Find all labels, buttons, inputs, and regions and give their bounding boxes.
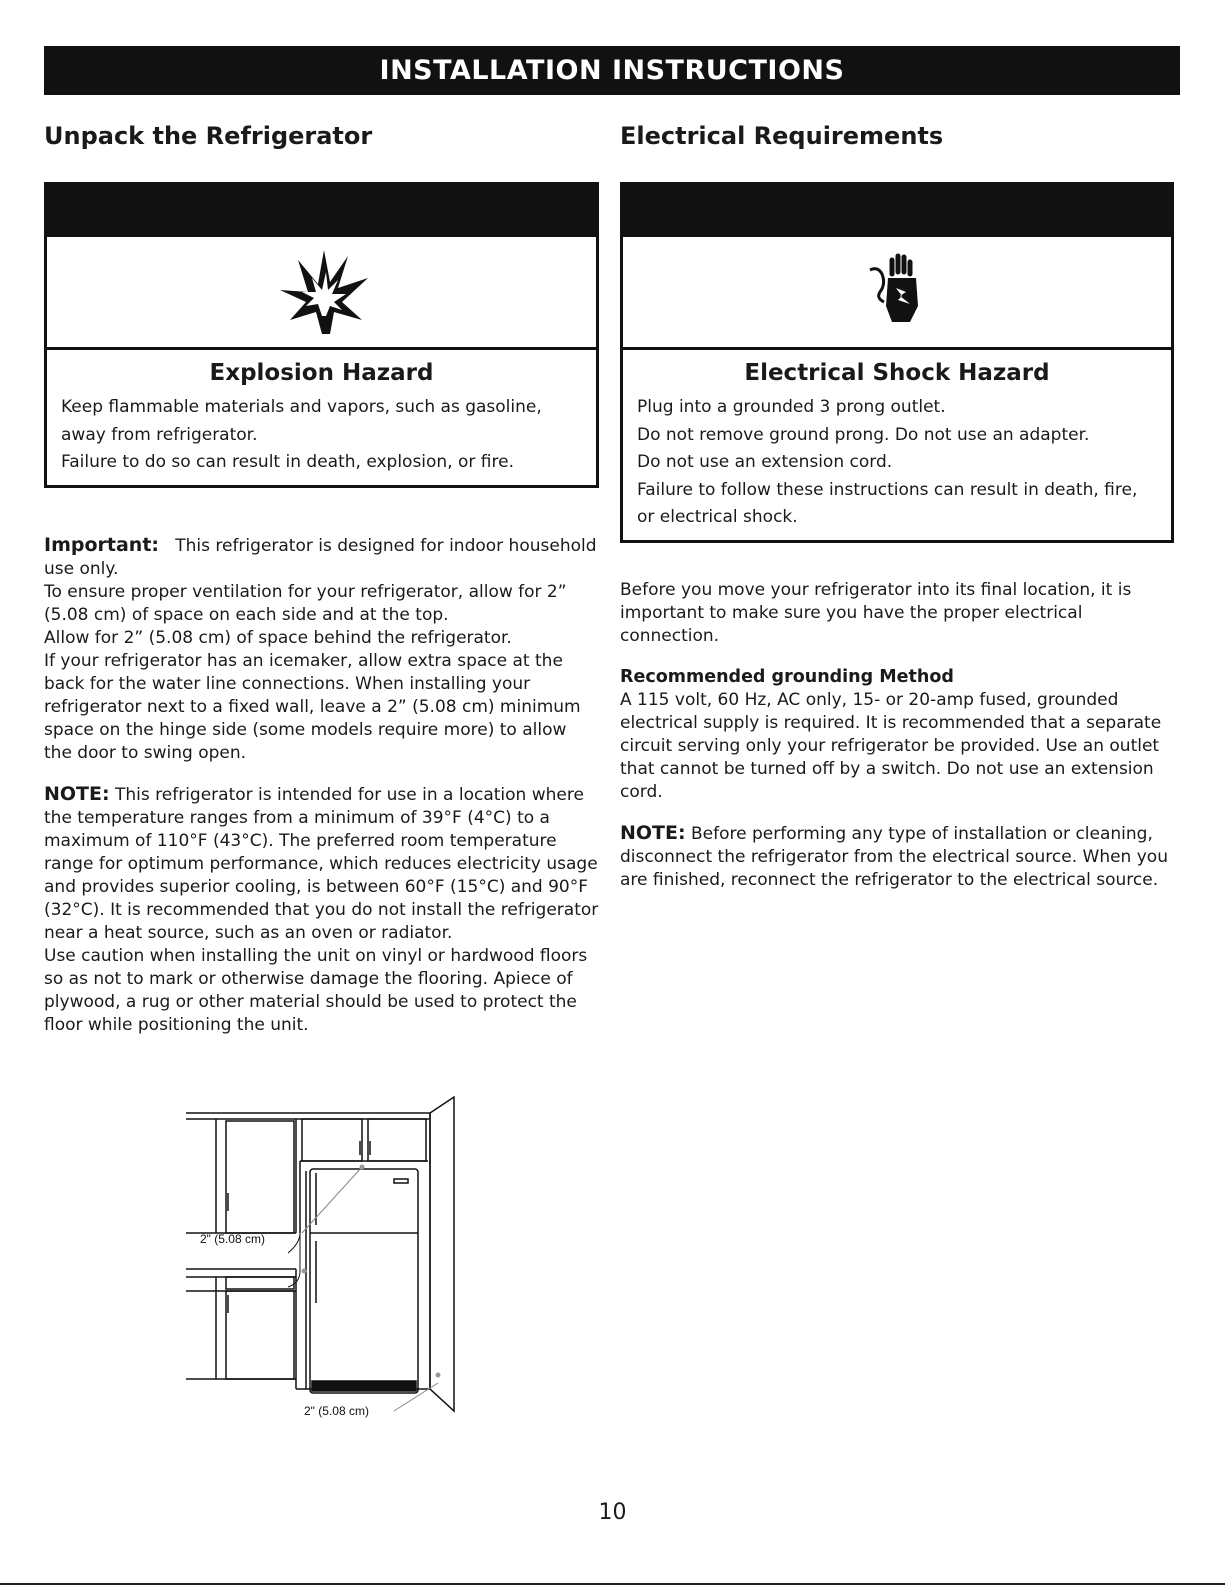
page-number: 10 [598, 1500, 627, 1525]
warning-header-bar [620, 182, 1174, 237]
ventilation-line: To ensure proper ventilation for your refrigerator, allow for 2” (5.08 cm) of space on each side and at the top. [44, 581, 567, 625]
behind-space-line: Allow for 2” (5.08 cm) of space behind the refrigerator. [44, 627, 512, 648]
electric-shock-icon [862, 252, 932, 332]
explosion-hazard-title: Explosion Hazard [209, 360, 434, 386]
unpack-title: Unpack the Refrigerator [44, 122, 373, 150]
rear-clearance-label: 2" (5.08 cm) [304, 1404, 369, 1418]
note-label: NOTE: [44, 782, 110, 805]
temperature-note: NOTE: This refrigerator is intended for use in a location where the temperature ranges from a minimum of 39°F (4°C) to a maximum of 110°F (43°C). The preferred room temperature range for optimum performance, which reduces electricity usage and provides superior cooling, is between 60°F (15°C) and 90°F (32°C). It is recommended that you do not install the refrigerator near a heat source, such as an oven or radiator. [44, 782, 599, 943]
shock-warning-box [620, 182, 1174, 543]
warning-header-bar [44, 182, 599, 237]
note-label: NOTE: [620, 821, 686, 844]
grounding-method-title: Recommended grounding Method [620, 666, 954, 687]
page-banner: INSTALLATION INSTRUCTIONS [44, 46, 1180, 95]
electrical-intro: Before you move your refrigerator into its final location, it is important to make sure you have the proper electrical connection. [620, 579, 1132, 646]
important-paragraph: Important: This refrigerator is designed for indoor household use only. [44, 533, 597, 579]
important-label: Important: [44, 533, 160, 556]
explosion-icon [272, 242, 372, 342]
explosion-warning-box [44, 182, 599, 488]
left-column [44, 120, 599, 1037]
shock-hazard-title: Electrical Shock Hazard [744, 360, 1050, 386]
right-body-text [620, 579, 1180, 892]
electrical-title: Electrical Requirements [620, 122, 944, 150]
floor-caution: Use caution when installing the unit on vinyl or hardwood floors so as not to mark or otherwise damage the flooring. Apiece of plywood, a rug or other material should be used to protect the floor while positioning the unit. [44, 945, 588, 1035]
explosion-warning-text: Keep flammable materials and vapors, such as gasoline, away from refrigerator. Failure to do so can result in death, explosion, or fire. [61, 397, 542, 472]
icemaker-line: If your refrigerator has an icemaker, allow extra space at the back for the water line connections. When installing your refrigerator next to a fixed wall, leave a 2” (5.08 cm) minimum space on the hinge side (some models require more) to allow the door to swing open. [44, 650, 581, 763]
left-body-text [44, 534, 599, 1037]
side-clearance-label: 2" (5.08 cm) [200, 1232, 265, 1246]
right-column [620, 120, 1180, 892]
shock-warning-text: Plug into a grounded 3 prong outlet. Do not remove ground prong. Do not use an adapter. Do not use an extension cord. Failure to follow these instructions can result in death, fire, or electrical shock. [637, 397, 1138, 527]
clearance-diagram [182, 1093, 464, 1423]
disconnect-note: NOTE: Before performing any type of installation or cleaning, disconnect the refrigerator from the electrical source. When you are finished, reconnect the refrigerator to the electrical source. [620, 821, 1168, 890]
grounding-method-text: A 115 volt, 60 Hz, AC only, 15- or 20-amp fused, grounded electrical supply is required. It is recommended that a separate circuit serving only your refrigerator be provided. Use an outlet that cannot be turned off by a switch. Do not use an extension cord. [620, 689, 1162, 802]
